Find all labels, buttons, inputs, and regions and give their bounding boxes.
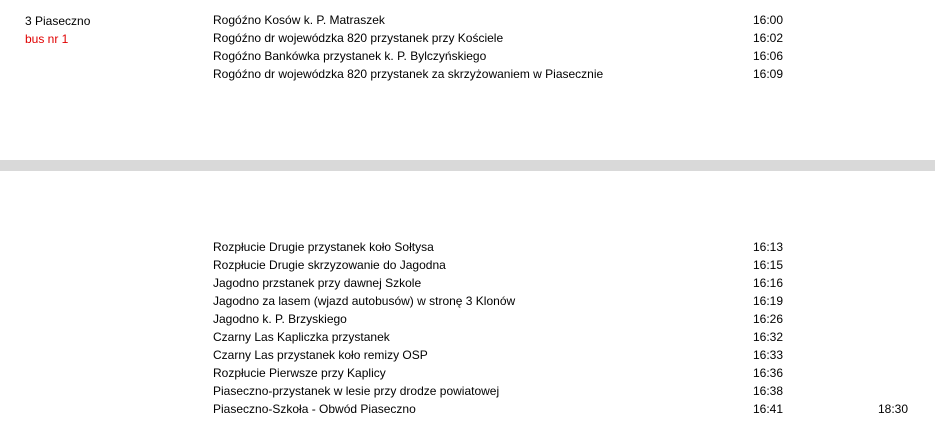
stop-name: Rozpłucie Drugie przystanek koło Sołtysa <box>213 240 434 254</box>
stop-time: 16:16 <box>753 276 784 290</box>
stop-name: Rozpłucie Drugie skrzyzowanie do Jagodna <box>213 258 446 272</box>
stop-row <box>213 47 853 65</box>
stop-row <box>213 65 853 83</box>
top-section <box>0 0 935 160</box>
stop-time: 16:38 <box>753 384 784 398</box>
stop-row <box>213 256 853 274</box>
stop-row <box>213 238 853 256</box>
stop-row <box>213 274 853 292</box>
stop-name: Piaseczno-przystanek w lesie przy drodze powiatowej <box>213 384 500 398</box>
section-divider <box>0 160 935 171</box>
stop-row <box>213 400 853 418</box>
stop-name: Rogóźno Bankówka przystanek k. P. Bylczyńskiego <box>213 49 487 63</box>
stop-name: Rogóźno Kosów k. P. Matraszek <box>213 13 385 27</box>
stop-time: 16:32 <box>753 330 784 344</box>
stop-time: 16:13 <box>753 240 784 254</box>
stop-row <box>213 328 853 346</box>
stop-name: Czarny Las Kapliczka przystanek <box>213 330 390 344</box>
stop-time: 16:09 <box>753 67 784 81</box>
stop-name: Jagodno k. P. Brzyskiego <box>213 312 347 326</box>
route-name: 3 Piaseczno <box>25 14 91 28</box>
stop-time: 16:26 <box>753 312 784 326</box>
stop-list-top <box>213 11 853 83</box>
end-time: 18:30 <box>878 402 909 416</box>
stop-name: Jagodno przstanek przy dawnej Szkole <box>213 276 422 290</box>
bus-label: bus nr 1 <box>25 32 69 46</box>
stop-name: Czarny Las przystanek koło remizy OSP <box>213 348 428 362</box>
stop-name: Rogóźno dr wojewódzka 820 przystanek przy Kościele <box>213 31 504 45</box>
stop-row <box>213 346 853 364</box>
stop-time: 16:00 <box>753 13 784 27</box>
stop-list-bottom <box>213 238 853 418</box>
stop-name: Rogóźno dr wojewódzka 820 przystanek za skrzyżowaniem w Piasecznie <box>213 67 604 81</box>
stop-name: Rozpłucie Pierwsze przy Kaplicy <box>213 366 386 380</box>
stop-time: 16:36 <box>753 366 784 380</box>
stop-row <box>213 364 853 382</box>
stop-row <box>213 11 853 29</box>
stop-row <box>213 310 853 328</box>
stop-row <box>213 292 853 310</box>
stop-time: 16:41 <box>753 402 784 416</box>
stop-name: Piaseczno-Szkoła - Obwód Piaseczno <box>213 402 416 416</box>
stop-time: 16:06 <box>753 49 784 63</box>
stop-name: Jagodno za lasem (wjazd autobusów) w stronę 3 Klonów <box>213 294 516 308</box>
stop-row <box>213 382 853 400</box>
stop-row <box>213 29 853 47</box>
stop-time: 16:15 <box>753 258 784 272</box>
stop-time: 16:19 <box>753 294 784 308</box>
bottom-section <box>0 171 935 428</box>
stop-time: 16:02 <box>753 31 784 45</box>
stop-time: 16:33 <box>753 348 784 362</box>
